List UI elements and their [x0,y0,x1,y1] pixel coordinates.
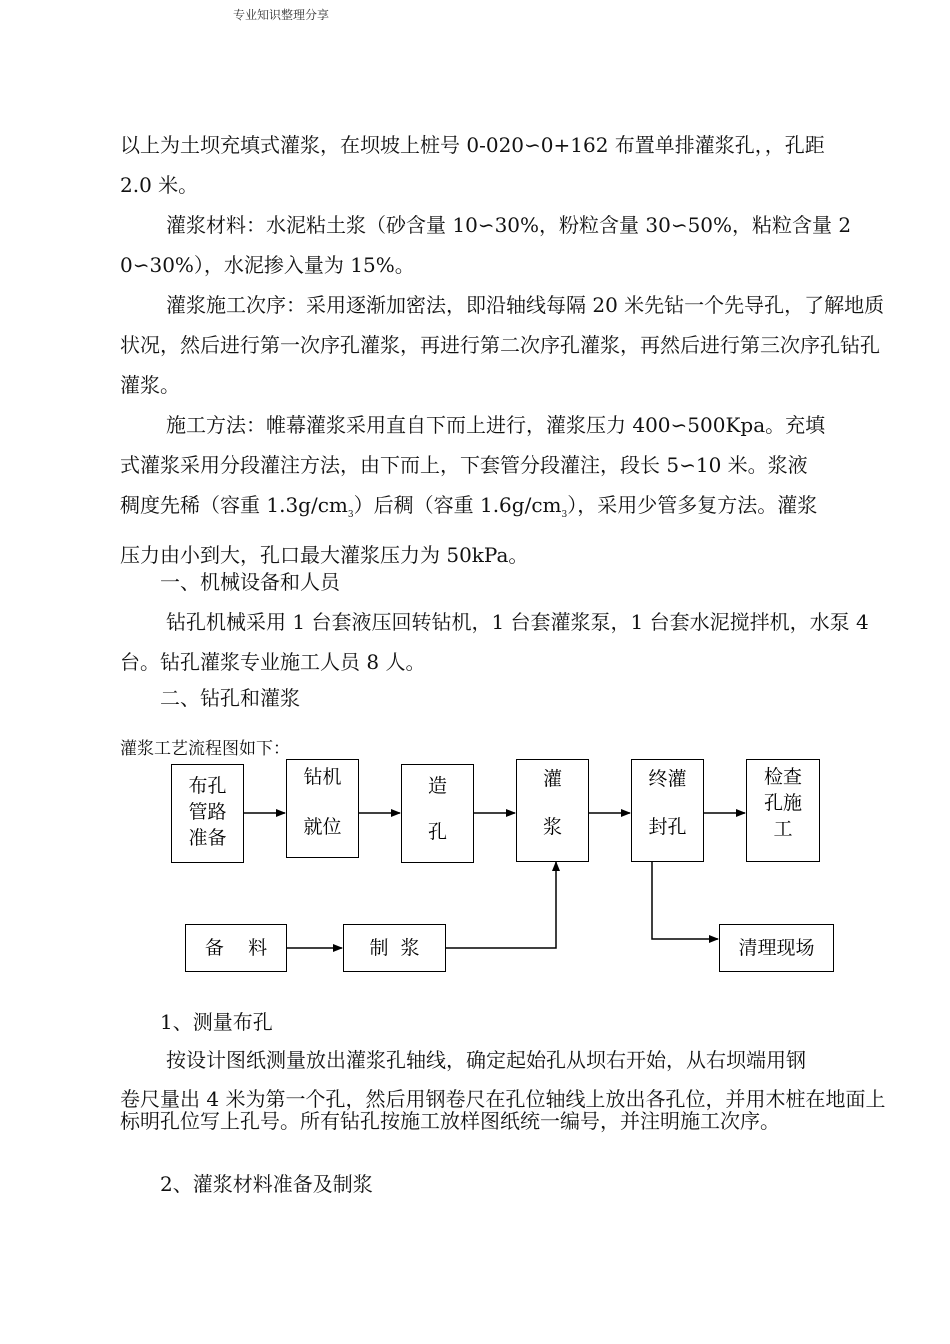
flow-box-label-top: 钻机 [303,766,342,788]
flow-box-mix-grout [343,924,446,972]
flow-box-label-bottom: 就位 [303,816,342,838]
flow-box-position-drill [286,759,359,858]
flow-box-clean-site [719,924,834,972]
flow-box-inspection-hole [746,759,820,862]
flow-box-label: 清理现场 [738,937,815,959]
arrow-box5-box9 [652,862,718,939]
flow-box-grouting [516,759,589,862]
section-heading-1: 一、机械设备和人员 [160,570,340,594]
paragraph-6-line-1: 按设计图纸测量放出灌浆孔轴线，确定起始孔从坝右开始，从右坝端用钢 [166,1048,806,1072]
paragraph-6-rest: 卷尺量出 4 米为第一个孔，然后用钢卷尺在孔位轴线上放出各孔位，并用木桩在地面上标明孔位写上孔号。所有钻孔按施工放样图纸统一编号，并注明施工次序。 [120,1087,886,1133]
flow-box-label-top: 灌 [542,768,562,790]
text-segment: ）后稠（容重 1.6g/cm [353,493,562,517]
text-segment: 稠度先稀（容重 1.3g/cm [120,493,348,517]
flow-box-seal-hole [631,759,704,862]
paragraph-1-line-1: 以上为土坝充填式灌浆，在坝坡上桩号 0-020∽0+162 布置单排灌浆孔，，孔距 [120,133,825,157]
flow-box-label-bottom: 浆 [542,816,562,838]
paragraph-1-line-2: 2.0 米。 [120,173,199,197]
subscript: 3 [347,510,354,520]
paragraph-4-line-3 [120,485,890,535]
section-heading-4: 2、灌浆材料准备及制浆 [160,1172,373,1196]
flow-box-label-top: 造 [427,775,447,797]
grouting-flowchart [150,748,850,978]
paragraph-3: 灌浆施工次序：采用逐渐加密法，即沿轴线每隔 20 米先钻一个先导孔，了解地质状况，然后进行第一次序孔灌浆，再进行第二次序孔灌浆，再然后进行第三次序孔钻孔灌浆。 [120,293,885,397]
paragraph-4-line-4: 压力由小到大，孔口最大灌浆压力为 50kPa。 [120,543,529,567]
paragraph-1 [120,125,890,205]
flow-box-label: 制 浆 [369,937,420,959]
paragraph-5: 钻孔机械采用 1 台套液压回转钻机，1 台套灌浆泵，1 台套水泥搅拌机，水泵 4 台。钻孔灌浆专业施工人员 8 人。 [120,610,869,674]
flow-box-label-bottom: 孔 [427,821,447,843]
flow-box-drill-hole [401,764,474,863]
paragraph-6 [120,1040,890,1132]
subscript: 3 [561,510,568,520]
paragraph-4 [120,405,890,575]
section-heading-3: 1、测量布孔 [160,1010,273,1034]
flow-box-prepare-materials [185,924,287,972]
flowchart-caption: 灌浆工艺流程图如下： [120,739,290,759]
paragraph-4-line-1: 施工方法：帷幕灌浆采用直自下而上进行，灌浆压力 400∽500Kpa。充填 [166,413,826,437]
flow-box-label: 布孔 管路 准备 [188,775,227,849]
arrow-box8-box4 [446,862,556,948]
paragraph-2 [120,205,890,285]
paragraph-2-line-2: 0∽30%），水泥掺入量为 15%。 [120,253,415,277]
flow-box-label: 检查 孔施 工 [763,766,802,840]
paragraph-2-line-1: 灌浆材料：水泥粘土浆（砂含量 10∽30%，粉粒含量 30∽50%，粘粒含量 2 [166,213,852,237]
flow-box-label: 备 料 [204,937,268,959]
text-segment: ），采用少管多复方法。灌浆 [567,493,818,517]
flow-box-prepare-pipes [171,764,244,863]
flow-box-label-top: 终灌 [648,768,687,790]
section-heading-2: 二、钻孔和灌浆 [160,686,300,710]
paragraph-4-line-2: 式灌浆采用分段灌注方法，由下而上，下套管分段灌注，段长 5∽10 米。浆液 [120,453,808,477]
page-header: 专业知识整理分享 [233,8,330,22]
flow-box-label-bottom: 封孔 [648,816,687,838]
